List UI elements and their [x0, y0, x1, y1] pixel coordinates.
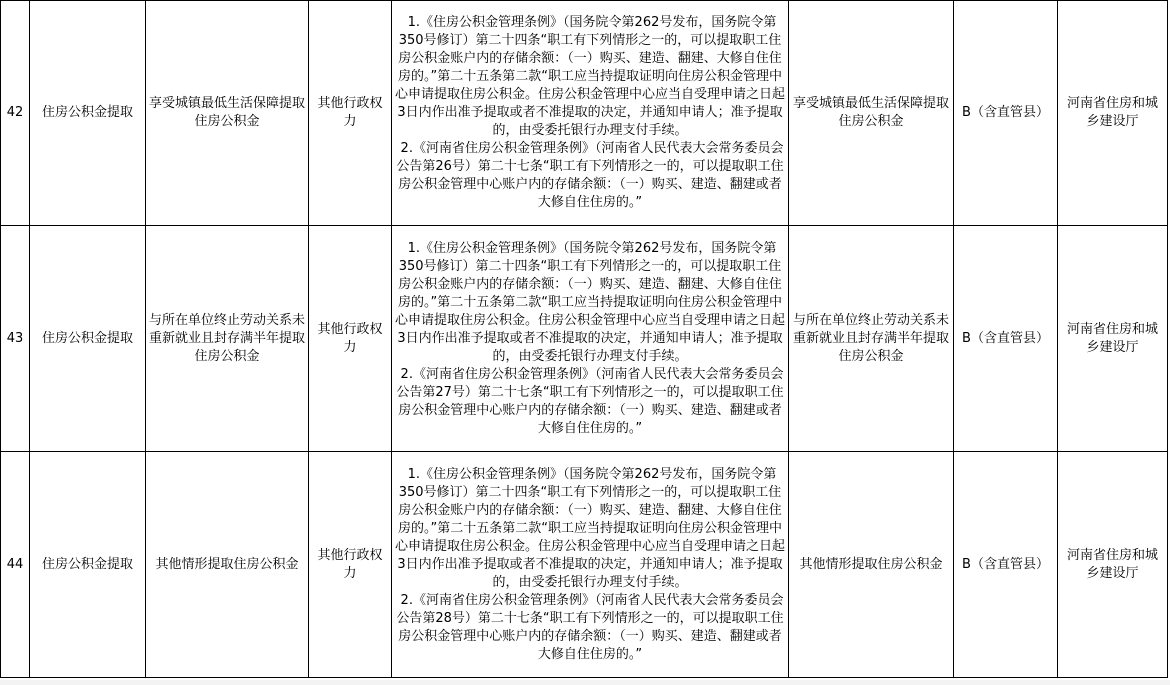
table-row	[1, 226, 1168, 452]
level-cell: B（含直管县）	[954, 1, 1058, 226]
category-cell: 住房公积金提取	[30, 452, 146, 678]
legal-basis-cell	[392, 1, 789, 226]
level-cell: B（含直管县）	[954, 452, 1058, 678]
item-name-cell: 享受城镇最低生活保障提取住房公积金	[146, 1, 309, 226]
level-cell: B（含直管县）	[954, 226, 1058, 452]
category-cell: 住房公积金提取	[30, 1, 146, 226]
row-number: 43	[1, 226, 30, 452]
row-number: 44	[1, 452, 30, 678]
sub-item-cell: 享受城镇最低生活保障提取住房公积金	[789, 1, 954, 226]
legal-basis-paragraph: 2.《河南省住房公积金管理条例》（河南省人民代表大会常务委员会公告第26号）第二十七条“职工有下列情形之一的，可以提取职工住房公积金管理中心账户内的存储余额：（一）购买、建造、翻建或者大修自住住房的。”	[396, 141, 784, 210]
department-cell: 河南省住房和城乡建设厅	[1058, 452, 1168, 678]
power-type-cell: 其他行政权力	[309, 452, 392, 678]
power-type-cell: 其他行政权力	[309, 1, 392, 226]
legal-basis-paragraph: 1.《住房公积金管理条例》（国务院令第262号发布，国务院令第350号修订）第二十四条“职工有下列情形之一的，可以提取职工住房公积金账户内的存储余额：（一）购买、建造、翻建、大修自住住房的。”第二十五条第二款“职工应当持提取证明向住房公积金管理中心申请提取住房公积金。住房公积金管理中心应当自受理申请之日起3日内作出准予提取或者不准提取的决定，并通知申请人；准予提取的，由受委托银行办理支付手续。	[395, 466, 786, 590]
legal-basis-paragraph: 1.《住房公积金管理条例》（国务院令第262号发布，国务院令第350号修订）第二十四条“职工有下列情形之一的，可以提取职工住房公积金账户内的存储余额：（一）购买、建造、翻建、大修自住住房的。”第二十五条第二款“职工应当持提取证明向住房公积金管理中心申请提取住房公积金。住房公积金管理中心应当自受理申请之日起3日内作出准予提取或者不准提取的决定，并通知申请人；准予提取的，由受委托银行办理支付手续。	[395, 240, 786, 364]
legal-basis-paragraph: 2.《河南省住房公积金管理条例》（河南省人民代表大会常务委员会公告第28号）第二十七条“职工有下列情形之一的，可以提取职工住房公积金管理中心账户内的存储余额：（一）购买、建造、翻建或者大修自住住房的。”	[396, 592, 784, 662]
department-cell: 河南省住房和城乡建设厅	[1058, 226, 1168, 452]
legal-basis-cell	[392, 226, 789, 452]
table-row	[1, 452, 1168, 678]
category-cell: 住房公积金提取	[30, 226, 146, 452]
sub-item-cell: 与所在单位终止劳动关系未重新就业且封存满半年提取住房公积金	[789, 226, 954, 452]
sub-item-cell: 其他情形提取住房公积金	[789, 452, 954, 678]
legal-basis-paragraph: 2.《河南省住房公积金管理条例》（河南省人民代表大会常务委员会公告第27号）第二十七条“职工有下列情形之一的，可以提取职工住房公积金管理中心账户内的存储余额：（一）购买、建造、翻建或者大修自住住房的。”	[396, 366, 784, 436]
power-type-cell: 其他行政权力	[309, 226, 392, 452]
department-cell: 河南省住房和城乡建设厅	[1058, 1, 1168, 226]
item-name-cell: 其他情形提取住房公积金	[146, 452, 309, 678]
table-row	[1, 1, 1168, 226]
bottom-scroll-strip	[0, 680, 1170, 685]
legal-basis-paragraph: 1.《住房公积金管理条例》（国务院令第262号发布，国务院令第350号修订）第二十四条“职工有下列情形之一的，可以提取职工住房公积金账户内的存储余额：（一）购买、建造、翻建、大修自住住房的。”第二十五条第二款“职工应当持提取证明向住房公积金管理中心申请提取住房公积金。住房公积金管理中心应当自受理申请之日起3日内作出准予提取或者不准提取的决定，并通知申请人；准予提取的，由受委托银行办理支付手续。	[395, 15, 786, 138]
row-number: 42	[1, 1, 30, 226]
legal-basis-cell	[392, 452, 789, 678]
item-name-cell: 与所在单位终止劳动关系未重新就业且封存满半年提取住房公积金	[146, 226, 309, 452]
